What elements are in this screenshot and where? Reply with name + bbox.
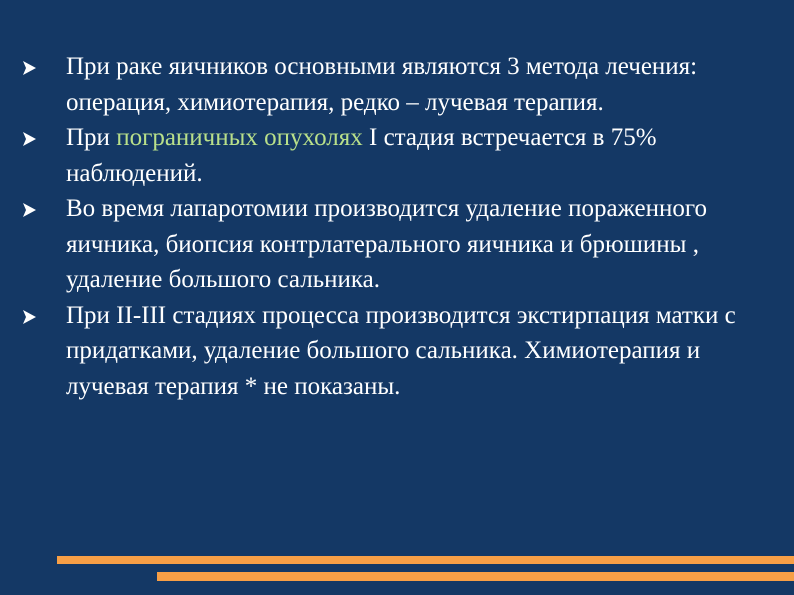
arrowhead-bullet-icon: [22, 120, 40, 156]
bullet-item-stages-ii-iii: [22, 298, 762, 405]
arrowhead-bullet-icon: [22, 298, 40, 334]
arrowhead-bullet-icon: [22, 191, 40, 227]
bullet-item-laparotomy: [22, 191, 762, 298]
bullet-text: Во время лапаротомии производится удаление пораженного яичника, биопсия контрлатерального яичника и брюшины , удаление большого сальника.: [66, 195, 707, 293]
accent-bar-top: [57, 556, 794, 564]
bullet-text: При раке яичников основными являются 3 метода лечения: операция, химиотерапия, редко – лучевая терапия.: [66, 53, 698, 116]
arrowhead-bullet-icon: [22, 49, 40, 85]
highlighted-term: пограничных опухолях: [116, 124, 363, 151]
bullet-text-before: При: [66, 124, 117, 151]
bullet-text-after: I стадия встречается в 75% наблюдений.: [66, 124, 657, 187]
bullet-item-treatment-methods: [22, 49, 762, 120]
bullet-list: [22, 49, 762, 404]
bullet-item-borderline-tumors: [22, 120, 762, 191]
accent-bar-bottom: [157, 572, 794, 581]
bullet-text: При II-III стадиях процесса производится экстирпация матки с придатками, удаление большого сальника. Химиотерапия и лучевая терапия * не показаны.: [66, 301, 736, 400]
